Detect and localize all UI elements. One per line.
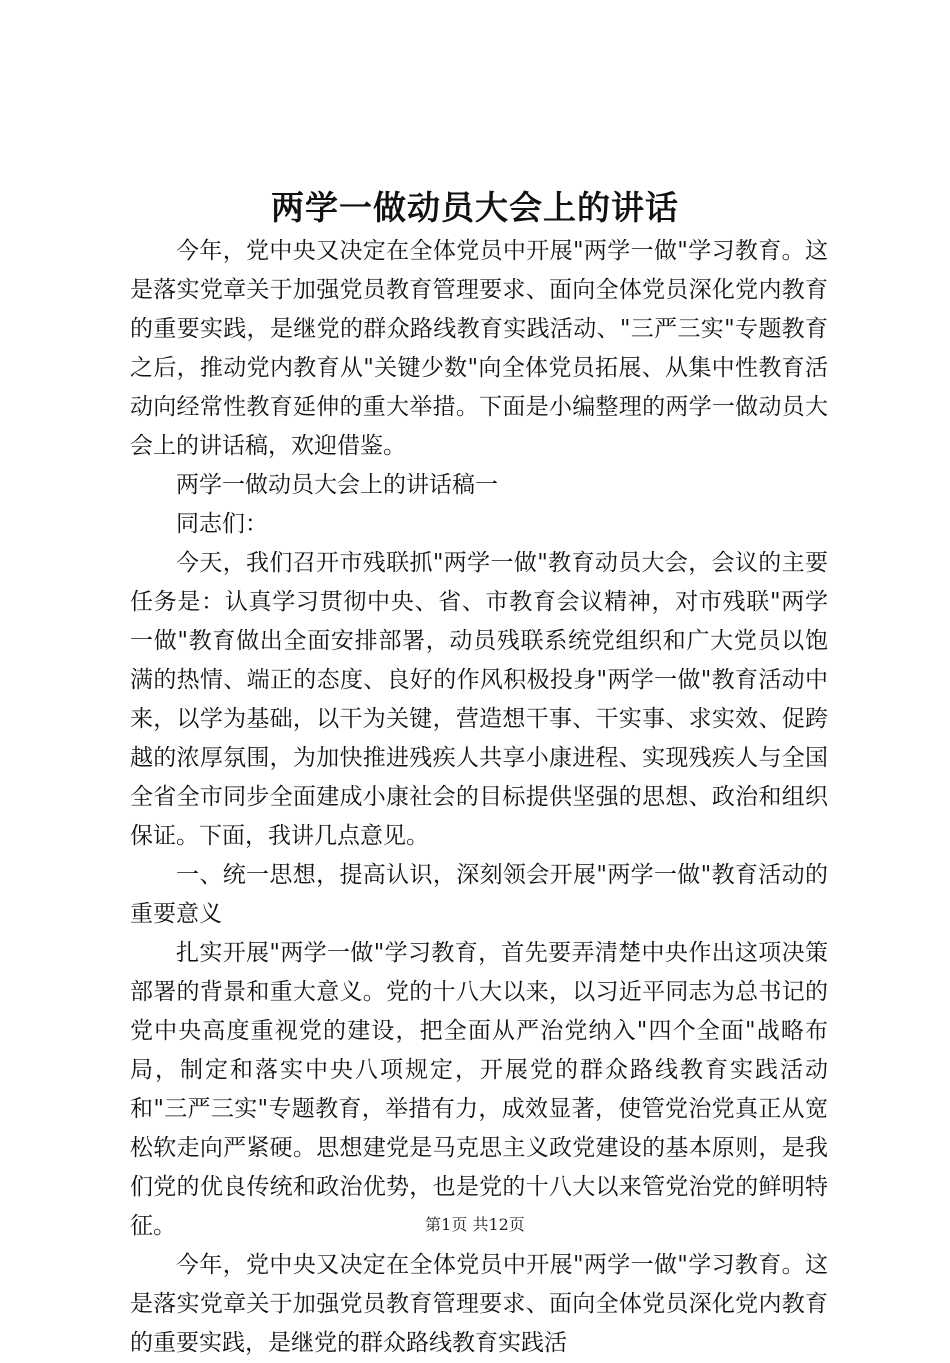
document-title: 两学一做动员大会上的讲话: [271, 188, 679, 227]
paragraph-intro: 今年，党中央又决定在全体党员中开展"两学一做"学习教育。这是落实党章关于加强党员教育管理要求、面向全体党员深化党内教育的重要实践，是继党的群众路线教育实践活动、"三严三实"专题教育之后，推动党内教育从"关键少数"向全体党员拓展、从集中性教育活动向经常性教育延伸的重大举措。下面是小编整理的两学一做动员大会上的讲话稿，欢迎借鉴。: [130, 238, 828, 459]
paragraph-subtitle: 两学一做动员大会上的讲话稿一: [176, 472, 498, 498]
document-body: [130, 232, 828, 1363]
paragraph-opening: 今天，我们召开市残联抓"两学一做"教育动员大会，会议的主要任务是：认真学习贯彻中央、省、市教育会议精神，对市残联"两学一做"教育做出全面安排部署，动员残联系统党组织和广大党员以饱满的热情、端正的态度、良好的作风积极投身"两学一做"教育活动中来，以学为基础，以干为关键，营造想干事、干实事、求实效、促跨越的浓厚氛围，为加快推进残疾人共享小康进程、实现残疾人与全国全省全市同步全面建成小康社会的目标提供坚强的思想、政治和组织保证。下面，我讲几点意见。: [130, 550, 828, 849]
page-number-footer: 第1页 共12页: [425, 1215, 525, 1234]
paragraph-salutation: 同志们：: [176, 511, 268, 537]
paragraph-background: 扎实开展"两学一做"学习教育，首先要弄清楚中央作出这项决策部署的背景和重大意义。党的十八大以来，以习近平同志为总书记的党中央高度重视党的建设，把全面从严治党纳入"四个全面"战略布局，制定和落实中央八项规定，开展党的群众路线教育实践活动和"三严三实"专题教育，举措有力，成效显著，使管党治党真正从宽松软走向严紧硬。思想建党是马克思主义政党建设的基本原则，是我们党的优良传统和政治优势，也是党的十八大以来管党治党的鲜明特征。: [130, 940, 828, 1239]
paragraph-continuation: 今年，党中央又决定在全体党员中开展"两学一做"学习教育。这是落实党章关于加强党员教育管理要求、面向全体党员深化党内教育的重要实践，是继党的群众路线教育实践活: [130, 1252, 828, 1356]
section-heading-1: 一、统一思想，提高认识，深刻领会开展"两学一做"教育活动的重要意义: [130, 862, 828, 927]
